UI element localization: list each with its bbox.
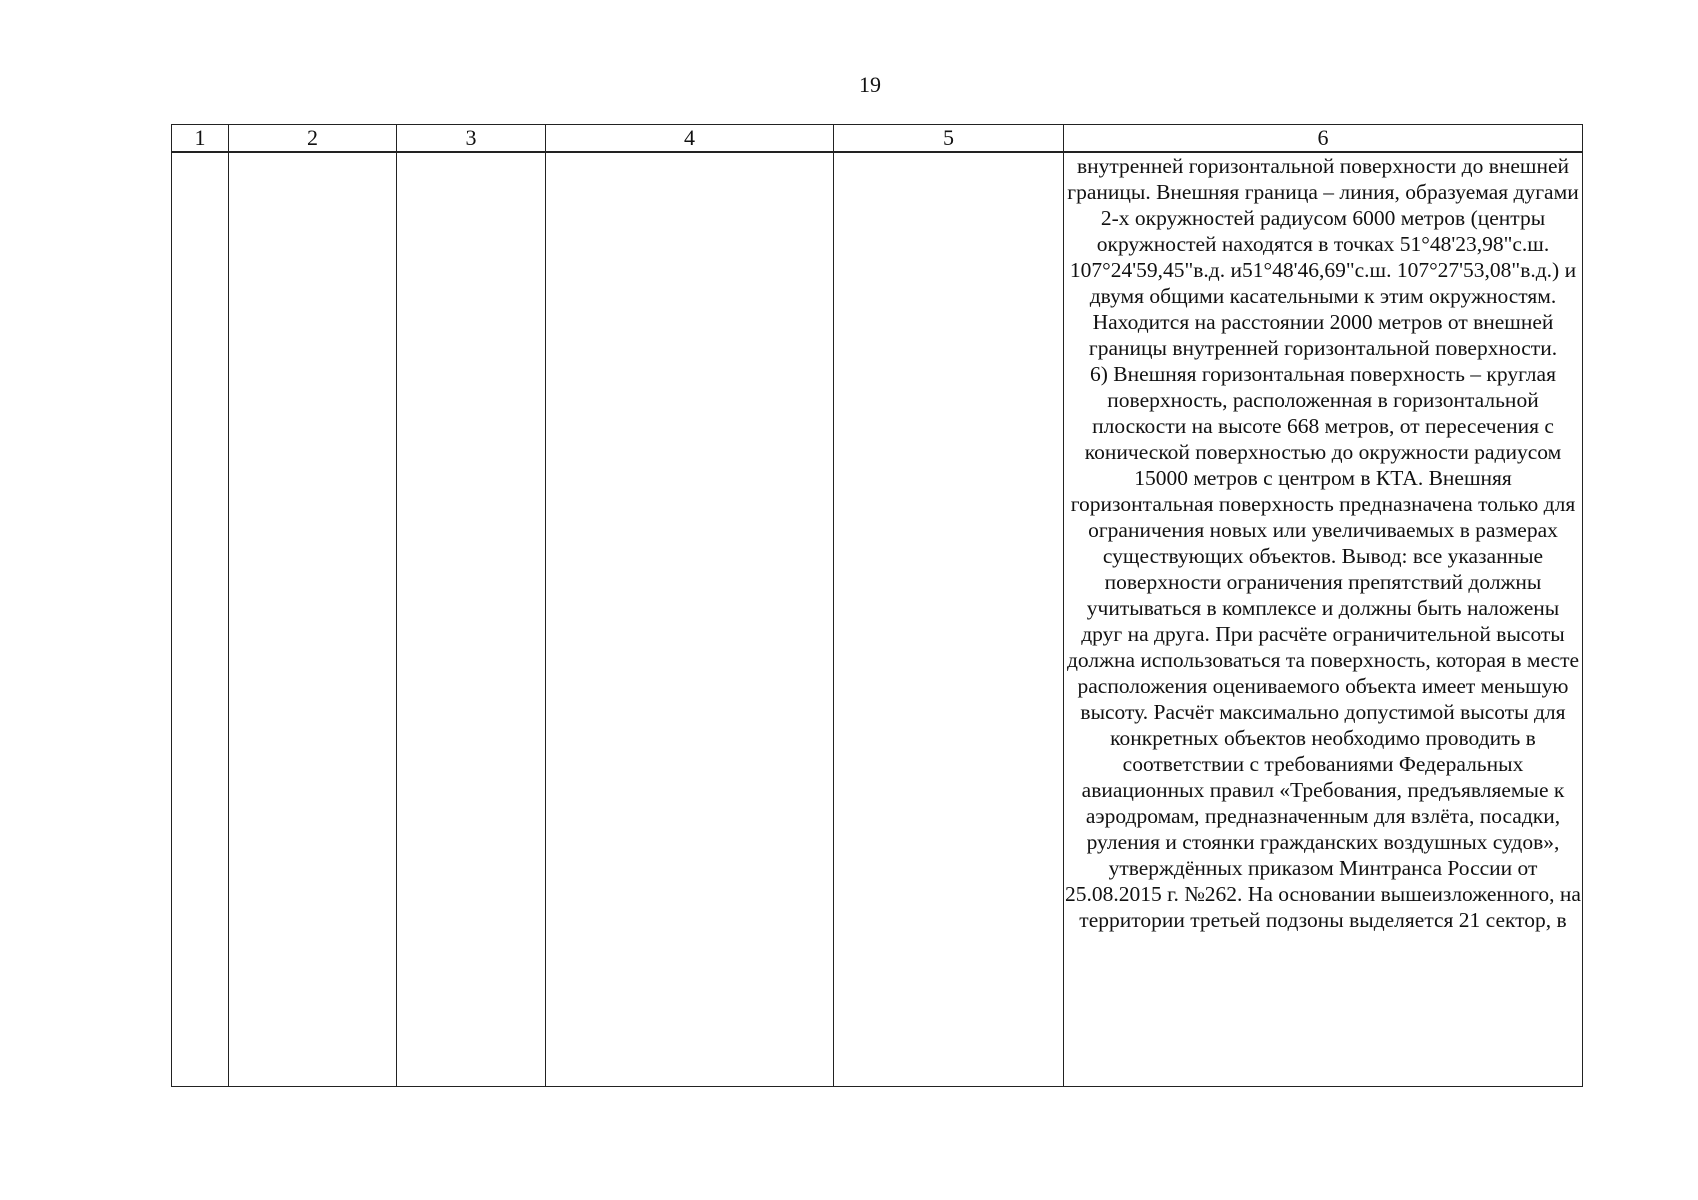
paragraph-outer-horizontal-surface: 6) Внешняя горизонтальная поверхность – круглая поверхность, расположенная в горизонтальной плоскости на высоте 668 метров, от пересечения с конической поверхностью до окружности радиусом 15000 метров с центром в КТА. Внешняя горизонтальная поверхность предназначена только для ограничения новых или увеличиваемых в размерах существующих объектов. Вывод: все указанные поверхности ограничения препятствий должны учитываться в комплексе и должны быть наложены друг на друга. При расчёте ограничительной высоты должна использоваться та поверхность, которая в месте расположения оцениваемого объекта имеет меньшую высоту. Расчёт максимально допустимой высоты для конкретных объектов необходимо проводить в соответствии с требованиями Федеральных авиационных правил «Требования, предъявляемые к аэродромам, предназначенным для взлёта, посадки, руления и стоянки гражданских воздушных судов», утверждённых приказом Минтранса России от 25.08.2015 г. №262. На основании вышеизложенного, на территории третьей подзоны выделяется 21 сектор, в	[1065, 362, 1581, 932]
paragraph-surface-boundary: внутренней горизонтальной поверхности до внешней границы. Внешняя граница – линия, образуемая дугами 2-х окружностей радиусом 6000 метров (центры окружностей находятся в точках 51°48'23,98"с.ш. 107°24'59,45"в.д. и51°48'46,69"с.ш. 107°27'53,08"в.д.) и двумя общими касательными к этим окружностям. Находится на расстоянии 2000 метров от внешней границы внутренней горизонтальной поверхности.	[1067, 154, 1579, 360]
column-header-5: 5	[834, 125, 1064, 153]
cell-col-2	[229, 152, 397, 1087]
column-header-4: 4	[546, 125, 834, 153]
column-header-2: 2	[229, 125, 397, 153]
cell-col-3	[397, 152, 546, 1087]
cell-col-4	[546, 152, 834, 1087]
column-header-6: 6	[1064, 125, 1583, 153]
cell-col-6	[1064, 152, 1583, 1087]
page-number: 19	[859, 72, 881, 97]
column-header-3: 3	[397, 125, 546, 153]
cell-col-5	[834, 152, 1064, 1087]
cell-col-1	[172, 152, 229, 1087]
table-row	[172, 152, 1583, 1087]
column-header-1: 1	[172, 125, 229, 153]
table-header-row	[172, 125, 1583, 153]
document-table	[171, 124, 1583, 1087]
